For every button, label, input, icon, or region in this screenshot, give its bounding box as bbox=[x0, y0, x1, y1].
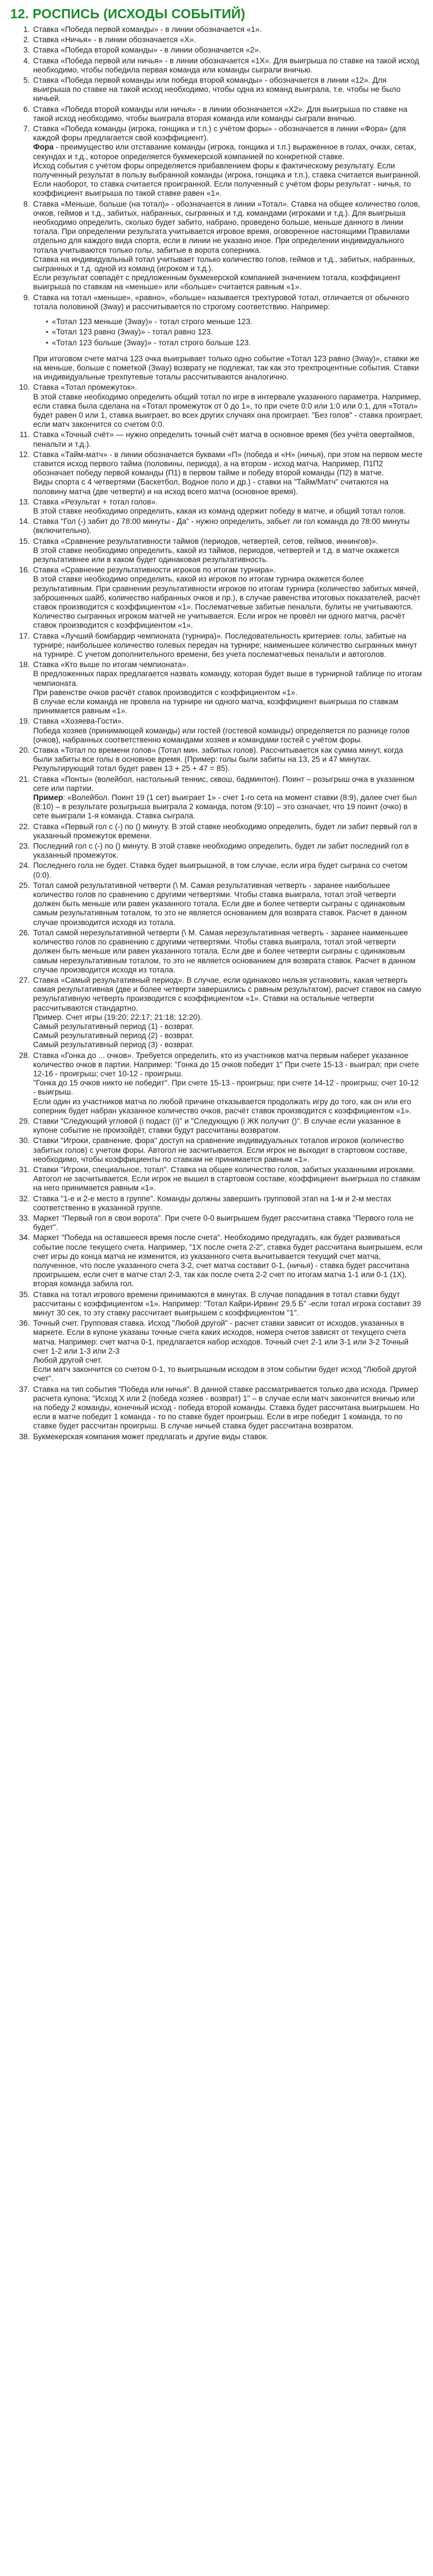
rule-paragraph: 26. Тотал самой нерезультативной четверти (\ М. Самая нерезультативная четверть - заранее наименьшее количество голов по сравнению с другими четвертями. Чтобы ставка выиграла, тотал этой четверти должен быть меньше или равен указанного тотала. Если две и более четверти сыграны с одинаковым самым нерезультативным тоталом, то это не является основанием для возврата ставок. Расчет в данном случае производится исходя из тотала. bbox=[33, 928, 416, 974]
rule-item bbox=[32, 746, 423, 774]
rule-item bbox=[32, 717, 423, 745]
rule-paragraph: 13. Ставка «Результат + тотал голов». bbox=[33, 497, 158, 506]
rules-list bbox=[10, 25, 423, 1442]
rule-item bbox=[32, 1214, 423, 1232]
rule-item bbox=[32, 537, 423, 565]
rule-item bbox=[32, 293, 423, 382]
rule-paragraph: 10. Ставка «Тотал промежуток». bbox=[33, 383, 137, 392]
rule-paragraph: 33. Маркет "Первый гол в свои ворота". При счете 0-0 выигрышем будет рассчитана ставка "Первого гола не будет". bbox=[33, 1213, 414, 1232]
rule-item bbox=[32, 200, 423, 292]
rule-item bbox=[32, 1319, 423, 1383]
rule-item bbox=[32, 842, 423, 860]
rule-sublist bbox=[33, 317, 423, 348]
rule-item bbox=[32, 822, 423, 841]
rule-paragraph: В случае если команда не провела на турнире ни одного матча, коэффициент выигрыша по ставкам принимается равным «1». bbox=[33, 697, 399, 716]
rule-item bbox=[32, 46, 423, 55]
rule-paragraph: 32. Ставка "1-е и 2-е место в группе". Команды должны завершить групповой этап на 1-м и 2-м местах соответственно в указанной группе. bbox=[33, 1194, 392, 1212]
rule-paragraph: 31. Ставки "Игроки, специальное, тотал". Ставка на общее количество голов, забитых указанными игроками. Автогол не засчитывается. Если игрок не вышел в стартовом составе, коэффициент выигрыша по ставкам на него принимается равным «1». bbox=[33, 1165, 420, 1193]
rule-paragraph: В предложенных парах предлагается назвать команду, которая будет выше в турнирной таблице по итогам чемпионата. bbox=[33, 669, 422, 688]
rule-paragraph: 20. Ставка «Тотал по времени голов» (Тотал мин. забитых голов). Рассчитывается как сумма минут, когда были забиты все голы в основное время. (Пример: голы были забиты на 13, 25 и 47 минутах. Результирующий тотал будет равен 13 + 25 + 47 = 85). bbox=[33, 746, 403, 773]
rule-item bbox=[32, 881, 423, 927]
rule-paragraph: 12. Ставка «Тайм-матч» - в линии обозначается буквами «П» (победа и «Н» (ничья), при этом на первом месте ставится исход первого тайма (половины, периода), а на втором - исход матча. Например, П1П2 обозначает победу первой команды (П1) в первом тайме и победу второй команды (П2) в матче. bbox=[33, 450, 423, 478]
rule-item bbox=[32, 1117, 423, 1135]
rule-paragraph: 36. Точный счет. Групповая ставка. Исход "Любой другой" - расчет ставки зависит от исходов, указанных в маркете. Если в купоне указаны точные счета каких исходов, номера счетов зависят от текущего счета матча. Например: счет матча 0-1, предлагается набор исходов. Точный счет 2-1 или 3-1 или 3-2 Точный счет 1-2 или 1-3 или 2-3 bbox=[33, 1319, 409, 1355]
rule-item bbox=[32, 430, 423, 449]
rule-paragraph: 30. Ставки "Игроки, сравнение, фора" доступ на сравнение индивидуальных тоталов игроков (количество забитых голов) с учетом форы. Автогол не засчитывается. Если игрок не выходит в стартовом составе, необходимо, чтобы коэффициенты по ставкам не принимается равным «1». bbox=[33, 1136, 407, 1164]
rule-item bbox=[32, 450, 423, 496]
rule-paragraph: 11. Ставка «Точный счёт» — нужно определить точный счёт матча в основное время (без учёта овертаймов, пенальти и т.д.). bbox=[33, 430, 415, 449]
rule-item bbox=[32, 124, 423, 199]
rule-paragraph: 7. Ставка «Победа команды (игрока, гонщика и т.п.) с учётом форы» - обозначается в линии «Фора» (для каждой форы предлагается свой коэффициент). bbox=[33, 124, 406, 143]
rule-paragraph: 29. Ставки "Следующий угловой (і подаст (і)" и "Следующую (і ЖК получит ()". В случае если указанное в купоне событие не произойдёт, ставки будут рассчитаны возвратом. bbox=[33, 1116, 401, 1135]
rule-item bbox=[32, 498, 423, 516]
rule-item bbox=[32, 1432, 423, 1442]
rule-paragraph: 37. Ставка на тип события "Победа или ничья". В данной ставке рассматривается только два исхода. Пример расчета купона: "Исход Х или 2 (победа хозяев - возврат) 1" – в случае если матч закончится вничью или на победу 2 команды, конечный исход - победа второй команды. Ставка будет рассчитана выигрышем. Но если в матче победит 1 команда - то по ставке будет проигрыш. Если в игре победит 1 команда, то по ставке будет рассчитан проигрыш. В случае ничьей ставка будет рассчитана возвратом. bbox=[33, 1384, 420, 1431]
rule-paragraph: Виды спорта с 4 четвертями (Баскетбол, Водное поло и др.) - ставки на "Тайм/Матч" считаются на половину матча (две четверти) и на исход всего матча (основное время). bbox=[33, 478, 388, 496]
rule-paragraph: Исход события с учётом форы определяется прибавлением форы к фактическому результату. Если полученный результат в пользу выбранной команды (игрока, гонщика и т.п.), ставка считается выигранной. Если наоборот, то ставка считается проигранной. Если полученный с учётом форы результат - ничья, то коэффициент выигрыша по такой ставке равен «1». bbox=[33, 161, 421, 198]
rule-paragraph: 6. Ставка «Победа второй команды или ничья» - в линии обозначается «X2». Для выигрыша по ставке на такой исход необходимо, чтобы выиграла вторая команда или команды сыграли вничью. bbox=[33, 104, 408, 123]
rule-item bbox=[32, 976, 423, 1050]
rule-paragraph: 8. Ставка «Меньше, больше (на тотал)» - обозначается в линии «Тотал». Ставка на общее количество голов, очков, геймов и т.д., забитых, набранных, сыгранных и т.д. командами (игроками и т.д.). Для выигрыша необходимо определить, сколько будет забито, набрано, проведено больше, меньше данного в линии тотала. При определении результата учитывается игровое время, оговоренное настоящими Правилами отдельно для каждого вида спорта, если в линии не указано иное. При определении индивидуального тотала учитываются только голы, забитые в ворота соперника. bbox=[33, 199, 420, 255]
rule-paragraph: Любой другой счет. bbox=[33, 1356, 102, 1365]
rule-paragraph: 1. Ставка «Победа первой команды» - в линии обозначается «1». bbox=[33, 25, 262, 34]
rule-paragraph: 9. Ставка на тотал «меньше», «равно», «больше» называется трехтуровой тотал, отличается от обычного тотала половиной (3way) и рассчитывается по строгому соответствию. Например: bbox=[33, 293, 410, 311]
rule-paragraph: 21. Ставка «Понты» (волейбол, настольный теннис, сквош, бадминтон). Поинт – розыгрыш очка в указанном сете или партии. bbox=[33, 774, 415, 793]
rule-item bbox=[32, 56, 423, 75]
rule-item bbox=[32, 1194, 423, 1213]
rule-paragraph: 3. Ставка «Победа второй команды» - в линии обозначается «2». bbox=[33, 46, 261, 55]
rule-item bbox=[32, 861, 423, 879]
rule-item bbox=[32, 105, 423, 123]
rule-paragraph: Если результат совпадёт с предложенным букмекерской компанией значением тотала, коэффициент выигрыша по ставкам на «меньше» или «больше» считается равным «1». bbox=[33, 273, 401, 292]
rule-paragraph: 35. Ставка на тотал игрового времени принимаются в минутах. В случае попадания в тотал ставки будут рассчитаны с коэффициентом «1». Например: "Тотал Кайри-Ирвинг 29.5 Б" -если тотал игрока составит 39 минут 30 сек, то эту ставку рассчитает выигрышем с коэффициентом "1". bbox=[33, 1290, 421, 1318]
rule-paragraph: 19. Ставка «Хозяева-Гости». bbox=[33, 717, 124, 726]
rule-paragraph: Если один из участников матча по любой причине отказывается продолжать игру до того, как он или его соперник будет набран указанное количество очков, расчёт ставок производится с коэффициентом «1». bbox=[33, 1097, 411, 1115]
rule-paragraph: 17. Ставка «Лучший бомбардир чемпионата (турнира)». Последовательность критериев: голы, забитые на турнире; наибольшее количество голевых передач на турнире; наименьшее количество сыгранных минут на турнире. С учетом дополнительного времени, без учета послематчевых пенальти и автоголов. bbox=[33, 631, 418, 659]
rule-paragraph: 38. Букмекерская компания может предлагать и другие виды ставок. bbox=[33, 1432, 268, 1441]
rule-paragraph: Ставка на индивидуальный тотал учитывает только количество голов, геймов и т.д., забитых, набранных, сыгранных и т.д. одной из команд (игроком и т.д.). bbox=[33, 255, 416, 273]
rule-paragraph bbox=[33, 793, 423, 821]
rule-paragraph: Самый результативный период (3) - возврат. bbox=[33, 1040, 194, 1049]
rule-paragraph: 23. Последний гол с (-) по () минуту. В этой ставке необходимо определить, будет ли забит последний гол в указанный промежуток. bbox=[33, 842, 409, 860]
rule-subitem: • «Тотал 123 равно (3way)» - тотал равно 123. bbox=[46, 328, 423, 337]
rule-item bbox=[32, 632, 423, 660]
rule-paragraph: 15. Ставка «Сравнение результативности таймов (периодов, четвертей, сетов, геймов, иннингов)». bbox=[33, 536, 378, 546]
rule-paragraph: В этой ставке необходимо определить общий тотал по игре в интервале указанного параметра. Например, если ставка была сделана на «Тотал промежуток от 0 до 1», то при счете 0:0 или 1:0 или 0:1, для «Тотал» будет равен 0 или 1, ставка выиграет, во всех других случаях она проиграет. "Без голов" - ставка проиграет, если матч закончится со счетом 0:0. bbox=[33, 392, 423, 429]
rule-item bbox=[32, 775, 423, 821]
rule-paragraph: Победа хозяев (принимающей команды) или гостей (гостевой команды) определяется по разнице голов (очков), набранных соответственно командами хозяев и командами гостей с учётом форы. bbox=[33, 726, 410, 744]
rule-text: - преимущество или отставание команды (игрока, гонщика и т.п.) выраженное в голах, очках, сетах, секундах и т.д., которое определяется букмекерской компанией по конкретной ставке. bbox=[33, 143, 416, 161]
rule-item bbox=[32, 660, 423, 716]
rule-item bbox=[32, 76, 423, 104]
rule-paragraph: 24. Последнего гола не будет. Ставка будет выигрышной, в том случае, если игра будет сыграна со счетом (0:0). bbox=[33, 861, 408, 879]
rule-item bbox=[32, 1136, 423, 1164]
rule-item bbox=[32, 1385, 423, 1431]
rule-paragraph: 28. Ставка «Гонка до ... очков». Требуется определить, кто из участников матча первым наберет указанное количество очков в партии. Например: "Гонка до 15 очков победит 1" При счете 15-13 - выиграл; при счете 12-16 - проигрыш; счет 10-12 - проигрыш. bbox=[33, 1051, 419, 1078]
section-heading: 12. РОСПИСЬ (ИСХОДЫ СОБЫТИЙ) bbox=[10, 6, 246, 21]
rule-subitem: • «Тотал 123 больше (3way)» - тотал строго больше 123. bbox=[46, 338, 423, 348]
rule-paragraph: 25. Тотал самой результативной четверти (\ М. Самая результативная четверть - заранее наибольшее количество голов по сравнению с другими четвертями. Чтобы ставка выиграла, тотал этой четверти должен быть меньше или равен указанного тотала. Если две и более четверти сыграны с одинаковым самым результативным тоталом, то это не является основанием для возврата ставок. Расчет в данном случае производится исходя из тотала. bbox=[33, 881, 407, 927]
rule-paragraph: 2. Ставка «Ничья» - в линии обозначается «X». bbox=[33, 35, 196, 45]
rule-term: Фора bbox=[33, 143, 54, 152]
rule-paragraph: 22. Ставка «Первый гол с (-) по () минуту. В этой ставке необходимо определить, будет ли забит первый гол в указанный промежуток времени. bbox=[33, 822, 418, 840]
rule-item bbox=[32, 383, 423, 429]
rule-item bbox=[32, 928, 423, 975]
rule-item bbox=[32, 25, 423, 34]
rule-paragraph: Пример. Счет игры (19:20; 22:17; 21:18; 12:20). bbox=[33, 1012, 203, 1021]
rule-paragraph: В этой ставке необходимо определить, какой из игроков по итогам турнира окажется более результативным. При сравнении результативности игроков по итогам турнира (количество забитых мячей, заброшенных шайб, количество набранных очков и пр.), в случае равенства итоговых показателей, расчёт ставок производится с коэффициентом «1». Послематчевые забитые пенальти, булиты не учитываются. Количество сыгранных игроком матчей не учитывается. Если игрок не провёл ни одного матча, расчёт ставок производится с коэффициентом «1». bbox=[33, 575, 421, 630]
rule-text: : «Волейбол. Поинт 19 (1 сет) выиграет 1» - счет 1-го сета на момент ставки (8:9), далее счет был (8:10) – в результате розыгрыша выиграла 2 команда, потом (9:10) – это означает, что 19 поинт (очко) в сете выиграли 1-я команда. Ставка сыграла. bbox=[33, 793, 417, 821]
rule-paragraph: При равенстве очков расчёт ставок производится с коэффициентом «1». bbox=[33, 688, 298, 697]
rule-subitem: • «Тотал 123 меньше (3way)» - тотал строго меньше 123. bbox=[46, 317, 423, 326]
rule-paragraph: В этой ставке необходимо определить, какой из таймов, периодов, четвертей и т.д. в матче окажется результативнее или в каком будет одинаковая результативность. bbox=[33, 546, 399, 564]
rule-paragraph: 4. Ставка «Победа первой или ничья» - в линии обозначается «1X». Для выигрыша по ставке на такой исход необходимо, чтобы победила первая команда или команды сыграли вничью. bbox=[33, 56, 419, 74]
rule-paragraph: 16. Ставка «Сравнение результативности игроков по итогам турнира». bbox=[33, 566, 276, 575]
rule-paragraph: 18. Ставка «Кто выше по итогам чемпионата». bbox=[33, 660, 189, 669]
rule-item bbox=[32, 1165, 423, 1193]
rule-paragraph: В этой ставке необходимо определить, какая из команд одержит победу в матче, и общий тотал голов. bbox=[33, 506, 406, 515]
rule-item bbox=[32, 1290, 423, 1318]
rule-item bbox=[32, 1051, 423, 1116]
rule-paragraph: "Гонка до 15 очков никто не победит". При счете 15-13 - проигрыш; при счете 14-12 - проигрыш; счет 10-12 - выигрыш. bbox=[33, 1079, 419, 1097]
rule-paragraph bbox=[33, 143, 423, 161]
rule-paragraph: 34. Маркет "Победа на оставшееся время после счета". Необходимо предугадать, как будет развиваться событие после текущего счета. Например, "1Х после счета 2-2", ставка будет рассчитана выигрышем, если счет игры до конца матча не изменится, из указанного счета вычитывается текущий счет матча, полученное, что после указанного счета 3-2, счет матча составит 0-1, (ничья) - ставка будет рассчитана проигрышем, если счет в матче стал 2-3, так как после счета 2-2 счет по итогам матча 1-1 или 0-1 (1X), вторая команда забила гол. bbox=[33, 1233, 423, 1289]
rule-paragraph: Самый результативный период (1) - возврат. bbox=[33, 1021, 194, 1031]
rule-paragraph: При итоговом счете матча 123 очка выигрывает только одно событие «Тотал 123 равно (3way)», ставки же на меньше, больше с пометкой (3way) возврату не подлежат, так как это трехпроцентные события. Ставки на индивидуальные трехпутевые тоталы рассчитываются аналогично. bbox=[33, 354, 420, 382]
rule-item bbox=[32, 35, 423, 45]
rule-paragraph: Самый результативный период (2) - возврат. bbox=[33, 1031, 194, 1040]
rule-paragraph: 27. Ставка «Самый результативный период». В случае, если одинаково нельзя установить, какая четверть самая результативная (две и более четверти завершились с равным результатом), расчет ставок на самую результативную четверть производится с коэффициентом «1». Ставки на остальные четверти рассчитываются стандартно. bbox=[33, 975, 422, 1012]
rule-paragraph: 14. Ставка "Гол (-) забит до 78:00 минуты - Да" - нужно определить, забьет ли гол команда до 78:00 минуты (включительно). bbox=[33, 517, 410, 535]
rule-paragraph: 5. Ставка «Победа первой команды или победа второй команды» - обозначается в линии «12». Для выигрыша по ставке на такой исход необходимо, чтобы одна из команд выиграла, т.е. чтобы не было ничьей. bbox=[33, 76, 401, 103]
rule-item bbox=[32, 517, 423, 535]
rule-item bbox=[32, 1233, 423, 1289]
rule-item bbox=[32, 566, 423, 630]
rule-term: Пример bbox=[33, 793, 63, 802]
rule-paragraph: Если матч закончится со счетом 0-1, то выигрышным исходом в этом событии будет исход "Любой другой счет". bbox=[33, 1365, 417, 1383]
